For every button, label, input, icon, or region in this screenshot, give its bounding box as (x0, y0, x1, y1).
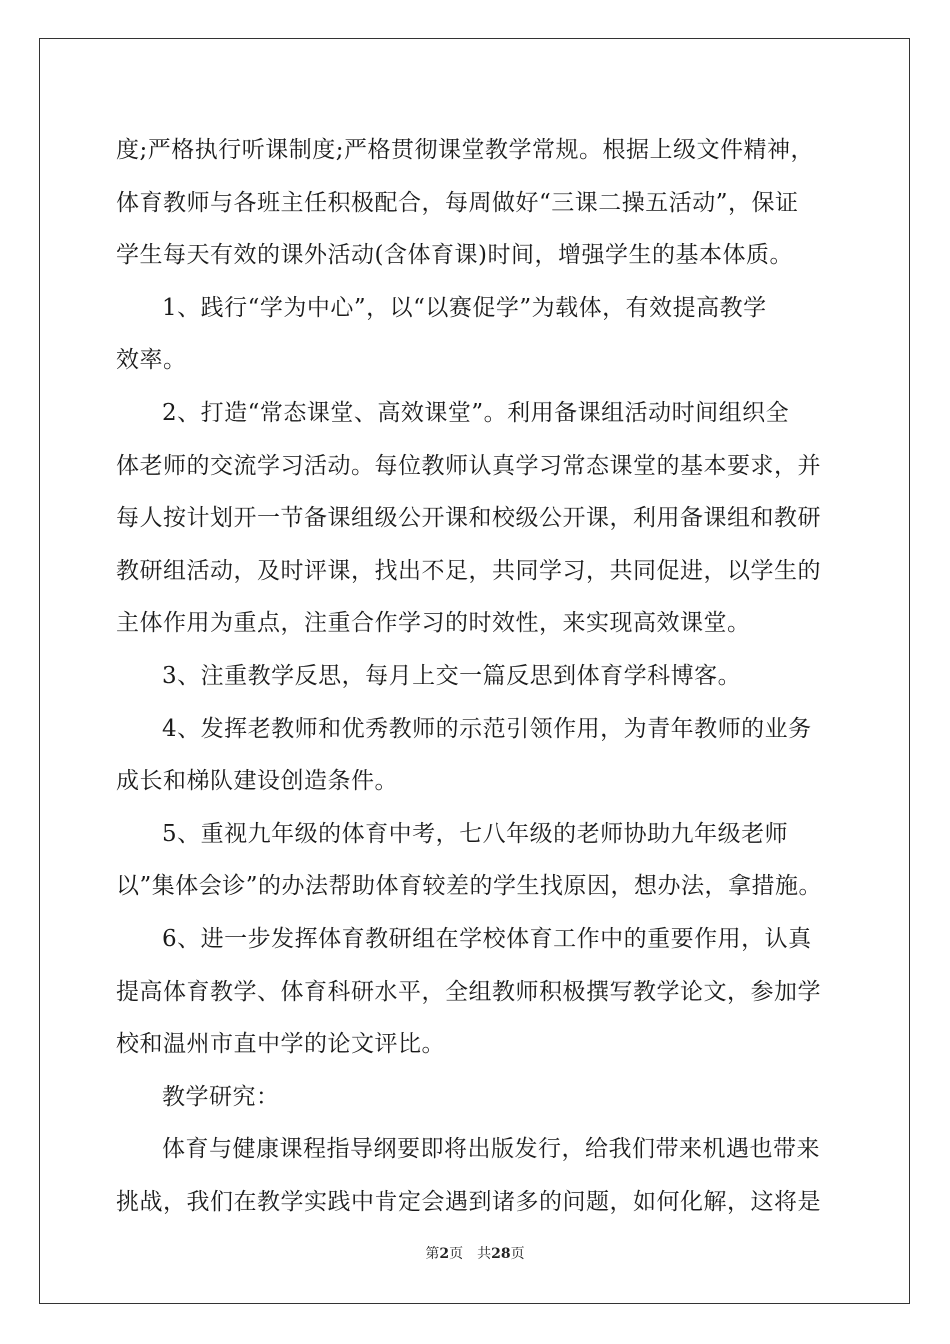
paragraph-start-line: 5、重视九年级的体育中考，七八年级的老师协助九年级老师 (162, 820, 789, 847)
text-line: 以”集体会诊”的办法帮助体育较差的学生找原因，想办法，拿措施。 (116, 873, 823, 900)
page-prefix: 第 (425, 1246, 440, 1262)
document-body (116, 124, 836, 1228)
paragraph-start-line: 4、发挥老教师和优秀教师的示范引领作用，为青年教师的业务 (162, 715, 812, 742)
text-line: 主体作用为重点，注重合作学习的时效性，来实现高效课堂。 (116, 610, 751, 637)
text-line: 校和温州市直中学的论文评比。 (116, 1031, 445, 1058)
text-line: 提高体育教学、体育科研水平，全组教师积极撰写教学论文，参加学 (116, 978, 821, 1005)
total-pages: 28 (491, 1246, 511, 1262)
text-line: 体育教师与各班主任积极配合，每周做好“三课二操五活动”，保证 (116, 189, 799, 216)
text-line: 教研组活动，及时评课，找出不足，共同学习，共同促进，以学生的 (116, 557, 821, 584)
paragraph-start-line: 1、践行“学为中心”，以“以赛促学”为载体，有效提高教学 (162, 294, 767, 321)
total-suffix: 页 (510, 1246, 525, 1262)
page-suffix: 页 (449, 1246, 464, 1262)
page-footer (0, 1244, 950, 1264)
text-line: 挑战，我们在教学实践中肯定会遇到诸多的问题，如何化解，这将是 (116, 1188, 821, 1215)
paragraph-start-line: 3、注重教学反思，每月上交一篇反思到体育学科博客。 (162, 662, 742, 689)
text-line: 成长和梯队建设创造条件。 (116, 768, 398, 795)
page-number: 2 (439, 1246, 450, 1262)
text-line: 每人按计划开一节备课组级公开课和校级公开课，利用备课组和教研 (116, 505, 821, 532)
text-line: 效率。 (116, 347, 187, 374)
section-heading: 教学研究： (162, 1083, 280, 1110)
text-line: 度;严格执行听课制度;严格贯彻课堂教学常规。根据上级文件精神， (116, 137, 814, 163)
text-line: 学生每天有效的课外活动(含体育课)时间，增强学生的基本体质。 (116, 242, 793, 269)
total-prefix: 共 (477, 1246, 492, 1262)
text-line: 体老师的交流学习活动。每位教师认真学习常态课堂的基本要求，并 (116, 452, 821, 479)
paragraph-start-line: 体育与健康课程指导纲要即将出版发行，给我们带来机遇也带来 (162, 1136, 820, 1163)
paragraph-start-line: 2、打造“常态课堂、高效课堂”。利用备课组活动时间组织全 (162, 399, 790, 426)
paragraph-start-line: 6、进一步发挥体育教研组在学校体育工作中的重要作用，认真 (162, 925, 812, 952)
